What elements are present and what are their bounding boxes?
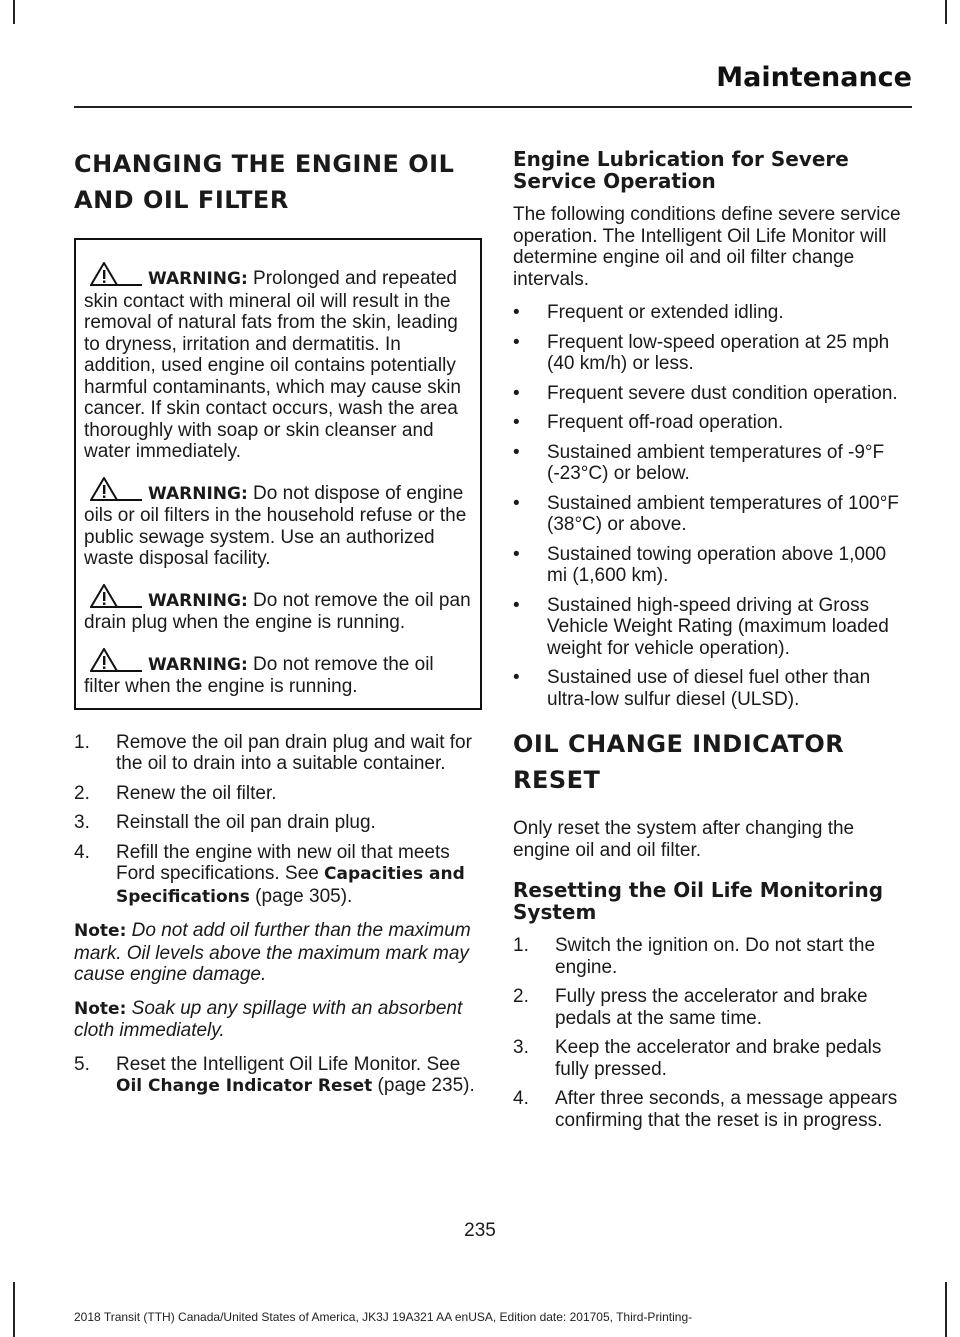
severe-service-conditions xyxy=(513,302,909,710)
oil-change-steps xyxy=(74,732,482,909)
crop-mark-top-left xyxy=(13,0,15,24)
warning-triangle-icon xyxy=(90,648,142,672)
list-item: • Sustained towing operation above 1,000 mi (1,600 km). xyxy=(513,543,887,586)
list-item: 1. Remove the oil pan drain plug and wait for the oil to drain into a suitable container. xyxy=(74,731,472,774)
warning-triangle-icon xyxy=(90,584,142,608)
warning-drain-plug: WARNING: Do not remove the oil pan drain plug when the engine is running. xyxy=(84,584,472,634)
crop-mark-bottom-left xyxy=(13,1282,15,1337)
list-item: • Frequent or extended idling. xyxy=(513,302,784,323)
subsection-heading-resetting: Resetting the Oil Life Monitoring System xyxy=(513,878,884,924)
oil-change-steps-continued xyxy=(74,1054,482,1098)
severe-service-intro: The following conditions define severe service operation. The Intelligent Oil Life Monitor will determine engine oil and oil filter change intervals. xyxy=(513,204,901,290)
list-item: • Frequent severe dust condition operation. xyxy=(513,382,898,404)
warning-disposal: WARNING: Do not dispose of engine oils or oil filters in the household refuse or the public sewage system. Use an authorized waste disposal facility. xyxy=(84,477,472,570)
warning-triangle-icon xyxy=(90,477,142,501)
left-column xyxy=(74,140,482,1110)
warning-skin-contact: WARNING: Prolonged and repeated skin contact with mineral oil will result in the removal of natural fats from the skin, leading to dryness, irritation and dermatitis. In addition, used engine oil contains potentially harmful contaminants, which may cause skin cancer. If skin contact occurs, wash the area thoroughly with soap or skin cleanser and water immediately. xyxy=(84,262,472,463)
list-item: • Sustained high-speed driving at Gross Vehicle Weight Rating (maximum loaded weight for vehicle operation). xyxy=(513,594,889,659)
list-item: 2. Fully press the accelerator and brake pedals at the same time. xyxy=(513,986,868,1029)
list-item: • Sustained use of diesel fuel other than ultra-low sulfur diesel (ULSD). xyxy=(513,667,871,710)
subsection-heading-severe-service: Engine Lubrication for Severe Service Operation xyxy=(513,147,849,193)
crop-mark-bottom-right xyxy=(945,1282,947,1337)
link-oil-change-indicator-reset[interactable]: Oil Change Indicator Reset xyxy=(116,1076,373,1096)
warning-triangle-icon xyxy=(90,262,142,286)
note-spillage: Note: Soak up any spillage with an absorbent cloth immediately. xyxy=(74,997,463,1041)
list-item: 2. Renew the oil filter. xyxy=(74,782,277,804)
note-max-mark: Note: Do not add oil further than the maximum mark. Oil levels above the maximum mark may cause engine damage. xyxy=(74,920,471,985)
section-heading-oil-change: CHANGING THE ENGINE OIL AND OIL FILTER xyxy=(74,150,455,214)
reset-intro: Only reset the system after changing the engine oil and oil filter. xyxy=(513,818,855,861)
footer-edition-info: 2018 Transit (TTH) Canada/United States of America, JK3J 19A321 AA enUSA, Edition date: 201705, Third-Printing- xyxy=(74,1310,693,1324)
crop-mark-top-right xyxy=(945,0,947,24)
list-item: • Frequent off-road operation. xyxy=(513,412,784,433)
list-item: • Sustained ambient temperatures of 100°F (38°C) or above. xyxy=(513,492,899,535)
list-item: 4. Refill the engine with new oil that meets Ford specifications. See Capacities and Specifications (page 305). xyxy=(74,841,465,907)
header-rule xyxy=(74,106,912,108)
section-heading-oil-change-indicator-reset: OIL CHANGE INDICATOR RESET xyxy=(513,730,845,794)
page-number: 235 xyxy=(464,1220,496,1241)
link-capacities-specifications[interactable]: Capacities and Specifications xyxy=(116,864,465,907)
list-item: 1. Switch the ignition on. Do not start the engine. xyxy=(513,935,876,978)
list-item: 5. Reset the Intelligent Oil Life Monitor. See Oil Change Indicator Reset (page 235). xyxy=(74,1053,475,1096)
list-item: 4. After three seconds, a message appears confirming that the reset is in progress. xyxy=(513,1088,898,1131)
list-item: • Frequent low-speed operation at 25 mph (40 km/h) or less. xyxy=(513,331,890,374)
right-column xyxy=(513,140,909,1143)
warning-oil-filter: WARNING: Do not remove the oil filter when the engine is running. xyxy=(84,648,472,698)
warning-box xyxy=(74,238,482,710)
reset-steps xyxy=(513,935,909,1131)
list-item: 3. Keep the accelerator and brake pedals fully pressed. xyxy=(513,1037,882,1080)
page-title: Maintenance xyxy=(716,62,912,93)
list-item: 3. Reinstall the oil pan drain plug. xyxy=(74,812,376,833)
list-item: • Sustained ambient temperatures of -9°F (-23°C) or below. xyxy=(513,441,885,484)
